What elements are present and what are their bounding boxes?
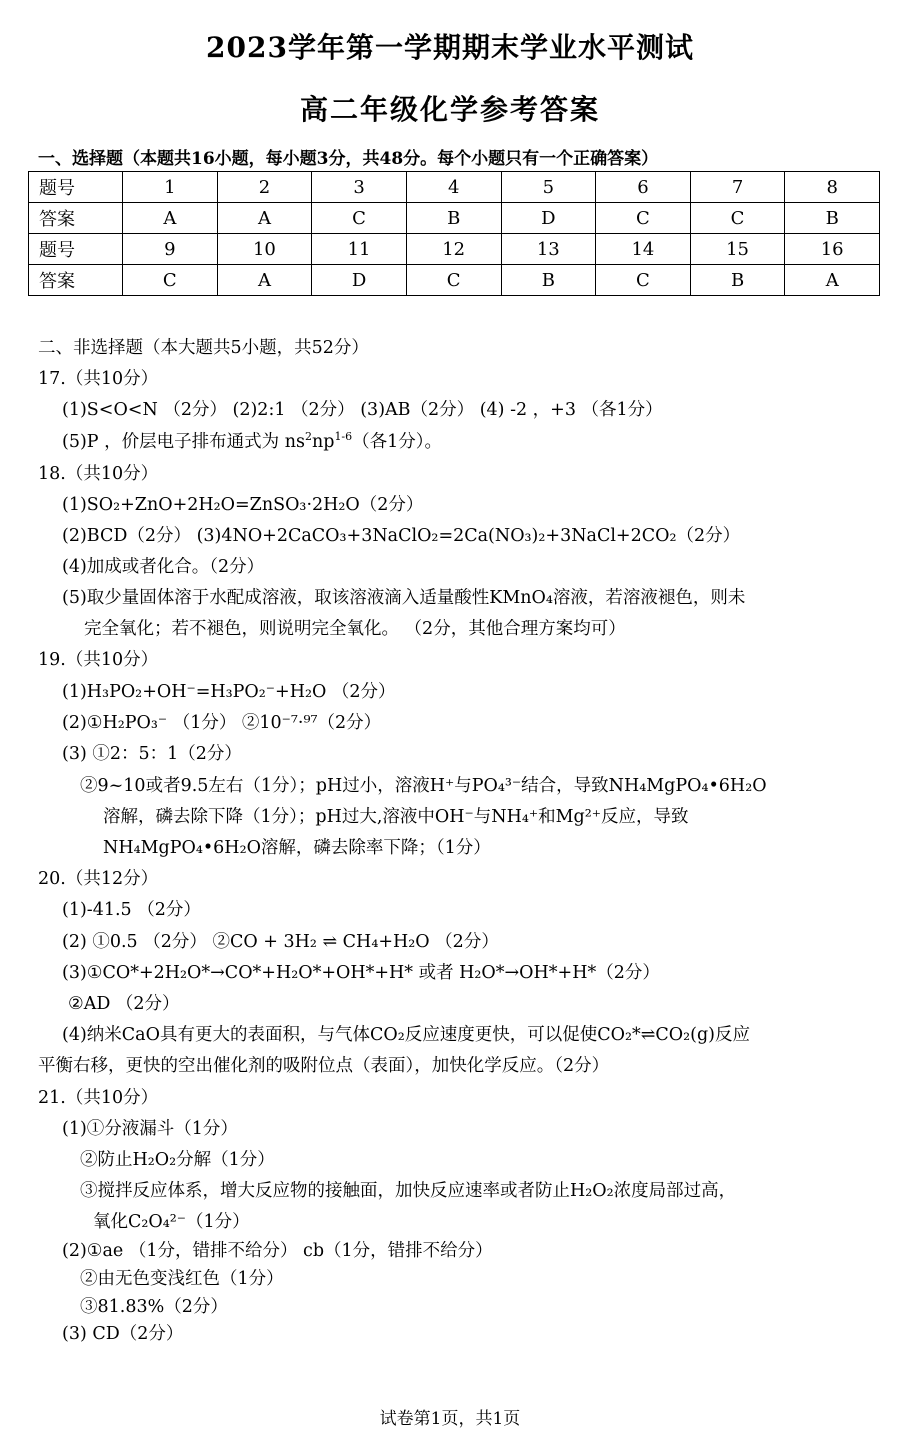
q21-answer-line: 氧化C₂O₄²⁻（1分） xyxy=(93,1212,250,1232)
table-row xyxy=(29,172,880,203)
q20-answer-line: (3)①CO*+2H₂O*→CO*+H₂O*+OH*+H* 或者 H₂O*→OH*+H*（2分） xyxy=(62,963,660,983)
table-row xyxy=(29,203,880,234)
q21-answer-line: ③81.83%（2分） xyxy=(80,1297,228,1317)
q20-answer-line: (1)-41.5 （2分） xyxy=(62,900,201,920)
table-cell: B xyxy=(406,203,501,234)
q19-answer-line: (2)①H₂PO₃⁻ （1分） ②10⁻⁷·⁹⁷（2分） xyxy=(62,713,382,733)
table-cell: 2 xyxy=(217,172,312,203)
q19-answer-line: 溶解，磷去除下降（1分）；pH过大,溶液中OH⁻与NH₄⁺和Mg²⁺反应，导致 xyxy=(103,807,689,827)
table-cell: C xyxy=(406,265,501,296)
section-choice-heading: 一、选择题（本题共16小题，每小题3分，共48分。每个小题只有一个正确答案） xyxy=(38,149,659,169)
q18-answer-line: (5)取少量固体溶于水配成溶液，取该溶液滴入适量酸性KMnO₄溶液，若溶液褪色，则未 xyxy=(62,588,746,608)
text-run: （各1分）。 xyxy=(352,432,443,452)
answer-table xyxy=(28,171,880,296)
text-run: (5)P ，价层电子排布通式为 ns xyxy=(62,432,305,452)
q20-answer-line: ②AD （2分） xyxy=(68,994,180,1014)
q20-answer-line: 平衡右移，更快的空出催化剂的吸附位点（表面），加快化学反应。（2分） xyxy=(38,1056,610,1076)
section-nonchoice-heading: 二、非选择题（本大题共5小题，共52分） xyxy=(38,338,369,358)
table-cell: C xyxy=(123,265,218,296)
q18-heading: 18.（共10分） xyxy=(38,464,159,484)
q21-answer-line: (2)①ae （1分，错排不给分） cb（1分，错排不给分） xyxy=(62,1241,493,1261)
table-cell: 10 xyxy=(217,234,312,265)
q20-heading: 20.（共12分） xyxy=(38,869,159,889)
q18-answer-line: (2)BCD（2分） (3)4NO+2CaCO₃+3NaClO₂=2Ca(NO₃)₂+3NaCl+2CO₂（2分） xyxy=(62,526,741,546)
page-title: 2023学年第一学期期末学业水平测试 xyxy=(206,31,694,64)
q19-answer-line: NH₄MgPO₄•6H₂O溶解，磷去除率下降；（1分） xyxy=(103,838,491,858)
table-cell: 4 xyxy=(406,172,501,203)
table-cell: 15 xyxy=(690,234,785,265)
table-cell: 16 xyxy=(785,234,880,265)
q21-answer-line: ②由无色变浅红色（1分） xyxy=(80,1269,284,1289)
q17-answer-line xyxy=(62,431,442,453)
q21-answer-line: ②防止H₂O₂分解（1分） xyxy=(80,1150,275,1170)
table-cell: B xyxy=(690,265,785,296)
row-label-answer: 答案 xyxy=(29,265,123,296)
table-cell: 11 xyxy=(312,234,407,265)
table-cell: C xyxy=(312,203,407,234)
q21-answer-line: (1)①分液漏斗（1分） xyxy=(62,1119,238,1139)
q19-answer-line: (3) ①2：5：1（2分） xyxy=(62,744,242,764)
table-cell: 3 xyxy=(312,172,407,203)
table-cell: C xyxy=(596,203,691,234)
row-label-number: 题号 xyxy=(29,172,123,203)
q19-answer-line: ②9~10或者9.5左右（1分）；pH过小，溶液H⁺与PO₄³⁻结合，导致NH₄MgPO₄•6H₂O xyxy=(80,776,767,796)
q21-answer-line: ③搅拌反应体系，增大反应物的接触面，加快反应速率或者防止H₂O₂浓度局部过高， xyxy=(80,1181,737,1201)
table-cell: C xyxy=(596,265,691,296)
table-cell: D xyxy=(501,203,596,234)
table-cell: 14 xyxy=(596,234,691,265)
table-cell: A xyxy=(123,203,218,234)
table-cell: 9 xyxy=(123,234,218,265)
row-label-number: 题号 xyxy=(29,234,123,265)
row-label-answer: 答案 xyxy=(29,203,123,234)
table-cell: 8 xyxy=(785,172,880,203)
table-cell: B xyxy=(785,203,880,234)
table-cell: A xyxy=(785,265,880,296)
q20-answer-line: (2) ①0.5 （2分） ②CO + 3H₂ ⇌ CH₄+H₂O （2分） xyxy=(62,932,499,952)
table-row xyxy=(29,265,880,296)
table-cell: D xyxy=(312,265,407,296)
q20-answer-line: (4)纳米CaO具有更大的表面积，与气体CO₂反应速度更快，可以促使CO₂*⇌CO₂(g)反应 xyxy=(62,1025,750,1045)
q19-answer-line: (1)H₃PO₂+OH⁻=H₃PO₂⁻+H₂O （2分） xyxy=(62,682,396,702)
superscript: 1-6 xyxy=(334,430,353,444)
table-cell: 5 xyxy=(501,172,596,203)
table-cell: 12 xyxy=(406,234,501,265)
q18-answer-line: 完全氧化；若不褪色，则说明完全氧化。 （2分，其他合理方案均可） xyxy=(84,619,626,639)
text-run: np xyxy=(311,432,335,452)
q17-heading: 17.（共10分） xyxy=(38,369,159,389)
q19-heading: 19.（共10分） xyxy=(38,650,159,670)
q21-heading: 21.（共10分） xyxy=(38,1088,159,1108)
table-cell: A xyxy=(217,203,312,234)
table-cell: 6 xyxy=(596,172,691,203)
table-cell: B xyxy=(501,265,596,296)
table-cell: 7 xyxy=(690,172,785,203)
q18-answer-line: (4)加成或者化合。（2分） xyxy=(62,557,265,577)
superscript: 2 xyxy=(304,430,312,444)
q17-answer-line: (1)S<O<N （2分） (2)2:1 （2分） (3)AB（2分） (4) -2 ，+3 （各1分） xyxy=(62,400,663,420)
table-cell: 13 xyxy=(501,234,596,265)
table-row xyxy=(29,234,880,265)
q21-answer-line: (3) CD（2分） xyxy=(62,1324,184,1344)
page-subtitle: 高二年级化学参考答案 xyxy=(299,93,600,126)
q18-answer-line: (1)SO₂+ZnO+2H₂O=ZnSO₃·2H₂O（2分） xyxy=(62,495,424,515)
table-cell: C xyxy=(690,203,785,234)
page-footer: 试卷第1页，共1页 xyxy=(379,1409,521,1429)
table-cell: 1 xyxy=(123,172,218,203)
table-cell: A xyxy=(217,265,312,296)
